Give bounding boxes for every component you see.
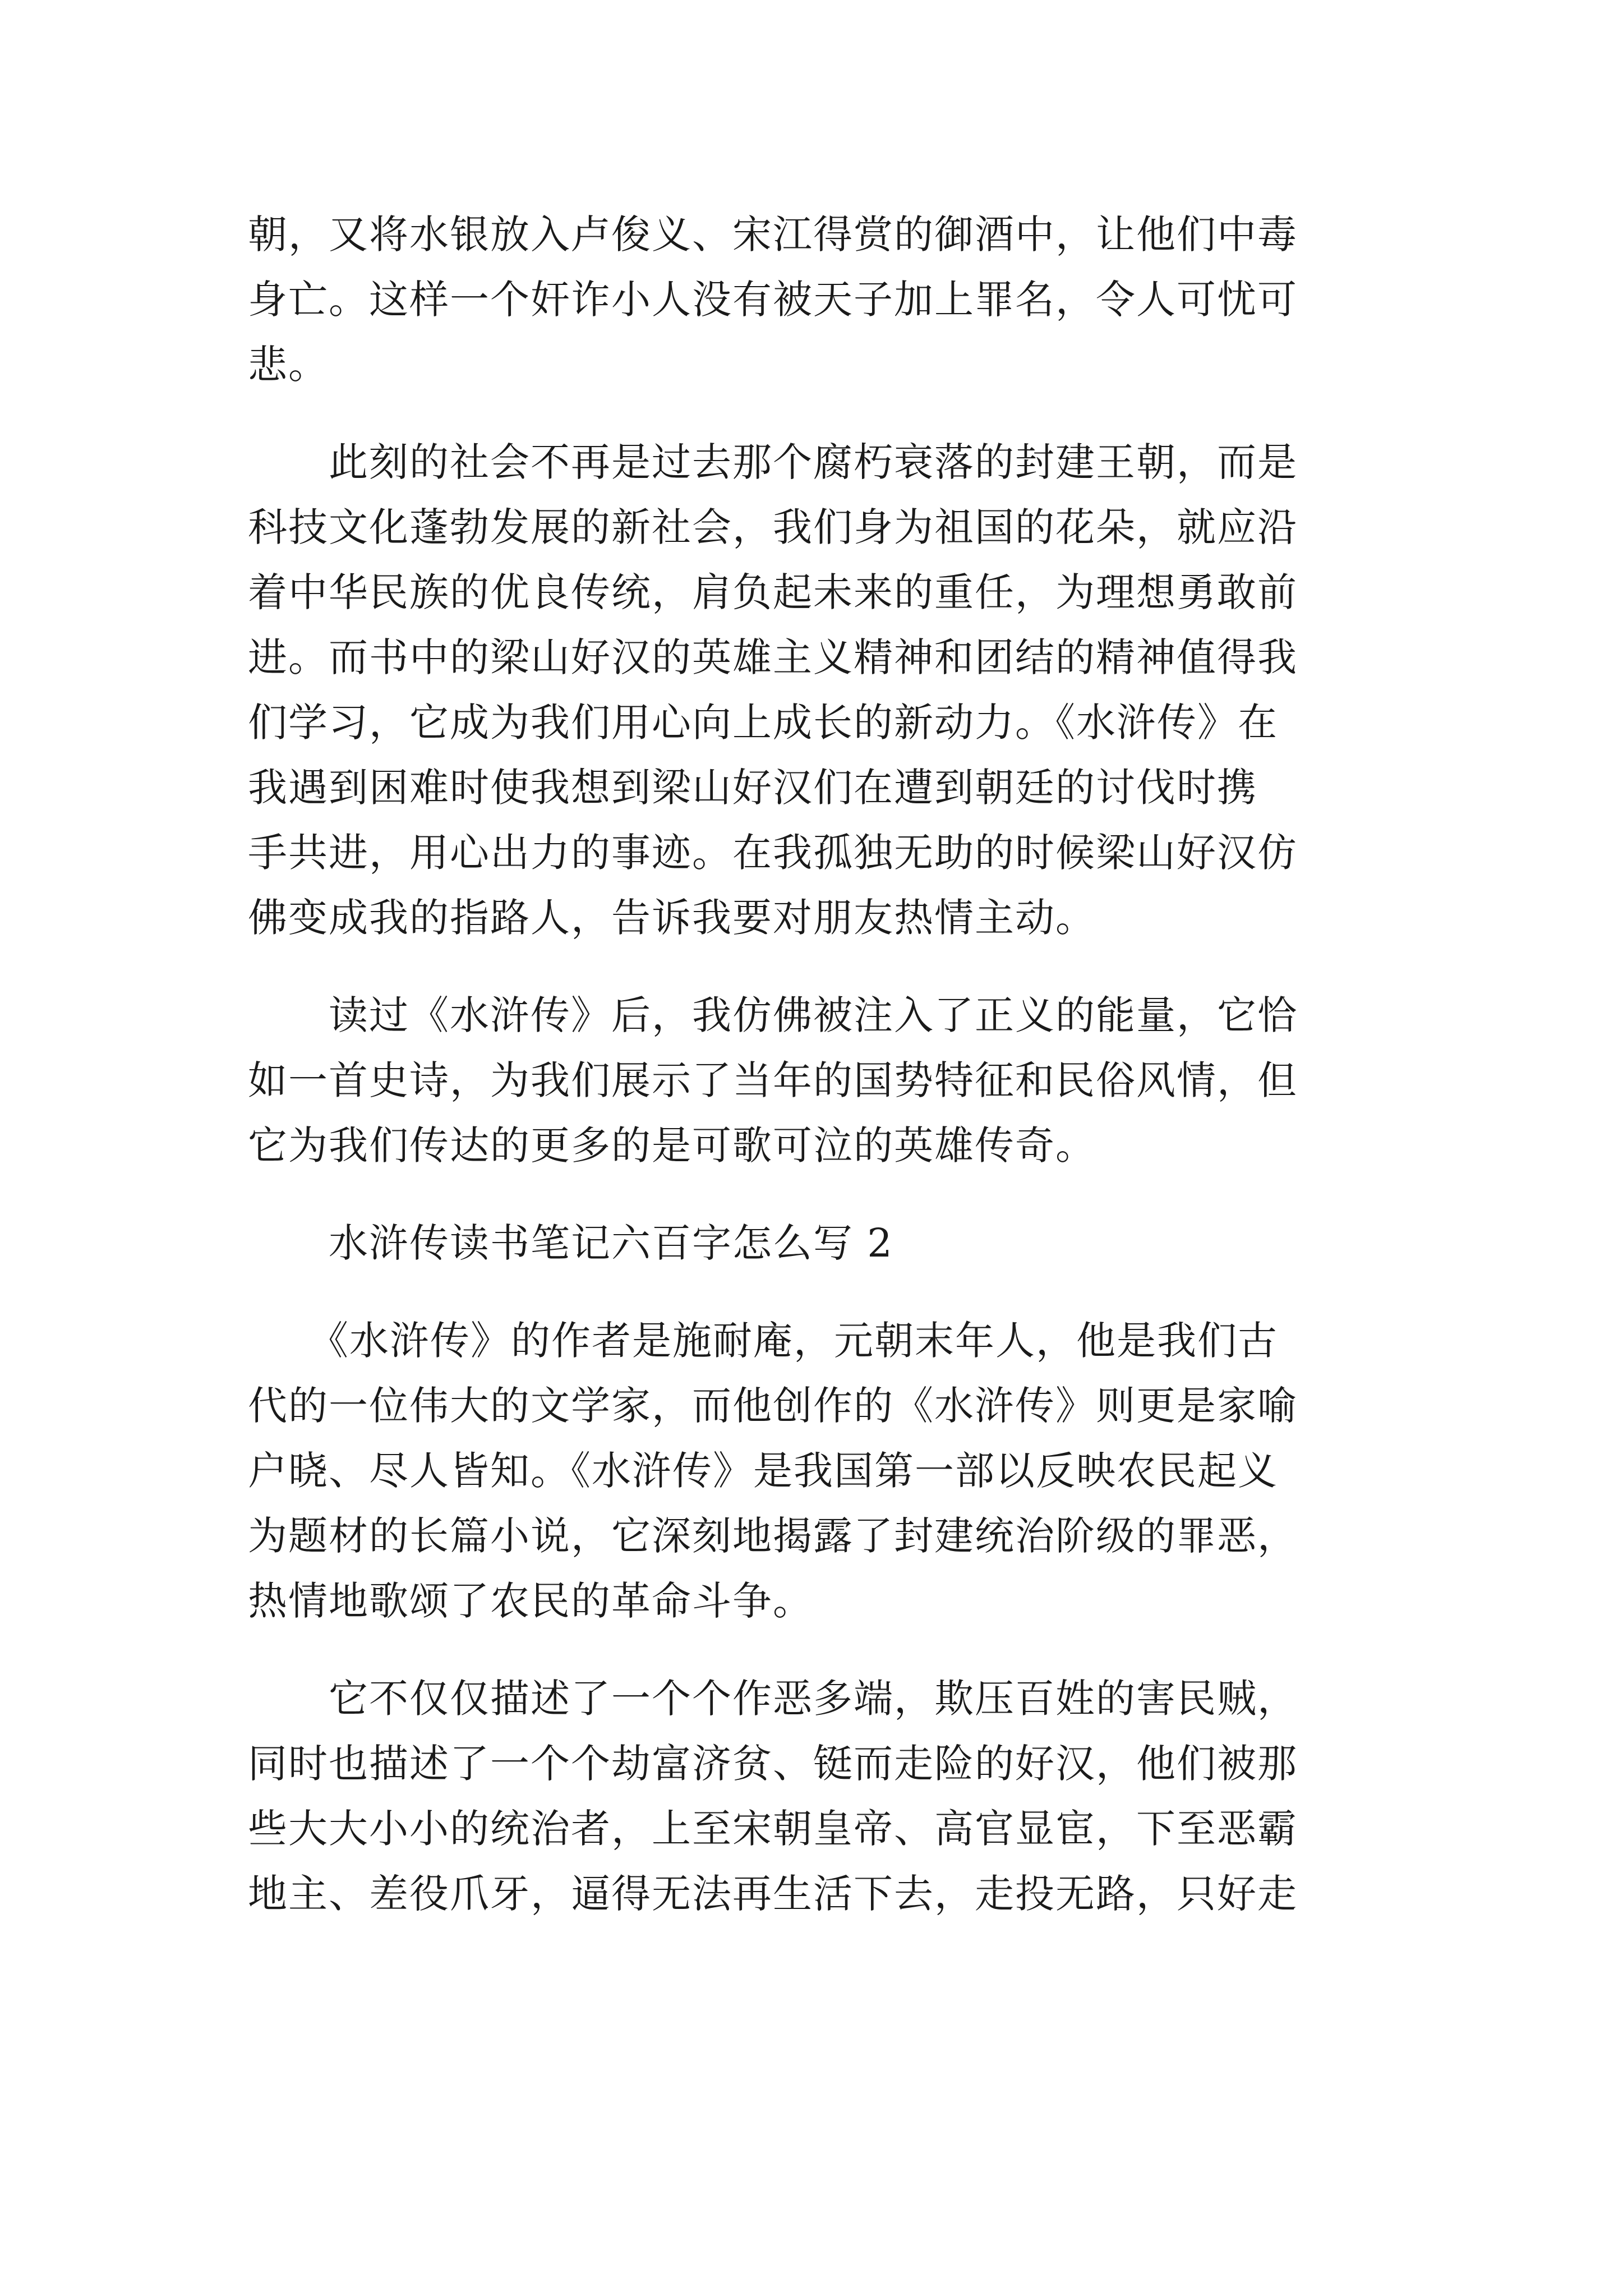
text-line: 我遇到困难时使我想到梁山好汉们在遭到朝廷的讨伐时携: [248, 765, 1257, 811]
section-heading: [248, 1211, 1386, 1276]
text-line: 代的一位伟大的文学家，而他创作的《水浒传》则更是家喻: [248, 1383, 1298, 1429]
text-line: 《水浒传》的作者是施耐庵，元朝末年人，他是我们古: [248, 1318, 1278, 1364]
document-body: [248, 202, 1386, 1926]
text-line: 科技文化蓬勃发展的新社会，我们身为祖国的花朵，就应沿: [248, 504, 1298, 550]
text-line: 它为我们传达的更多的是可歌可泣的英雄传奇。: [248, 1122, 1096, 1168]
text-line: 佛变成我的指路人，告诉我要对朋友热情主动。: [248, 895, 1096, 941]
text-line: 身亡。这样一个奸诈小人没有被天子加上罪名，令人可忧可: [248, 277, 1298, 323]
text-line: 为题材的长篇小说，它深刻地揭露了封建统治阶级的罪恶，: [248, 1513, 1298, 1559]
text-line: 手共进，用心出力的事迹。在我孤独无助的时候梁山好汉仿: [248, 830, 1298, 876]
text-line: 此刻的社会不再是过去那个腐朽衰落的封建王朝，而是: [248, 439, 1298, 485]
text-line: 些大大小小的统治者，上至宋朝皇帝、高官显宦，下至恶霸: [248, 1806, 1298, 1852]
text-line: 地主、差役爪牙，逼得无法再生活下去，走投无路，只好走: [248, 1871, 1298, 1917]
text-line: 它不仅仅描述了一个个作恶多端，欺压百姓的害民贼，: [248, 1676, 1298, 1722]
text-line: 悲。: [248, 342, 329, 388]
paragraph: [248, 430, 1386, 950]
paragraph: [248, 202, 1386, 397]
text-line: 们学习，它成为我们用心向上成长的新动力。《水浒传》在: [248, 700, 1278, 746]
paragraph: [248, 983, 1386, 1178]
paragraph: [248, 1666, 1386, 1926]
text-line: 进。而书中的梁山好汉的英雄主义精神和团结的精神值得我: [248, 634, 1298, 680]
text-line: 如一首史诗，为我们展示了当年的国势特征和民俗风情，但: [248, 1057, 1298, 1103]
paragraph: [248, 1308, 1386, 1634]
text-line: 同时也描述了一个个劫富济贫、铤而走险的好汉，他们被那: [248, 1741, 1298, 1787]
text-line: 朝，又将水银放入卢俊义、宋江得赏的御酒中，让他们中毒: [248, 211, 1298, 257]
heading-text: 水浒传读书笔记六百字怎么写 2: [248, 1220, 893, 1266]
text-line: 着中华民族的优良传统，肩负起未来的重任，为理想勇敢前: [248, 569, 1298, 615]
text-line: 户晓、尽人皆知。《水浒传》是我国第一部以反映农民起义: [248, 1448, 1278, 1494]
text-line: 热情地歌颂了农民的革命斗争。: [248, 1578, 813, 1624]
text-line: 读过《水浒传》后，我仿佛被注入了正义的能量，它恰: [248, 992, 1298, 1038]
